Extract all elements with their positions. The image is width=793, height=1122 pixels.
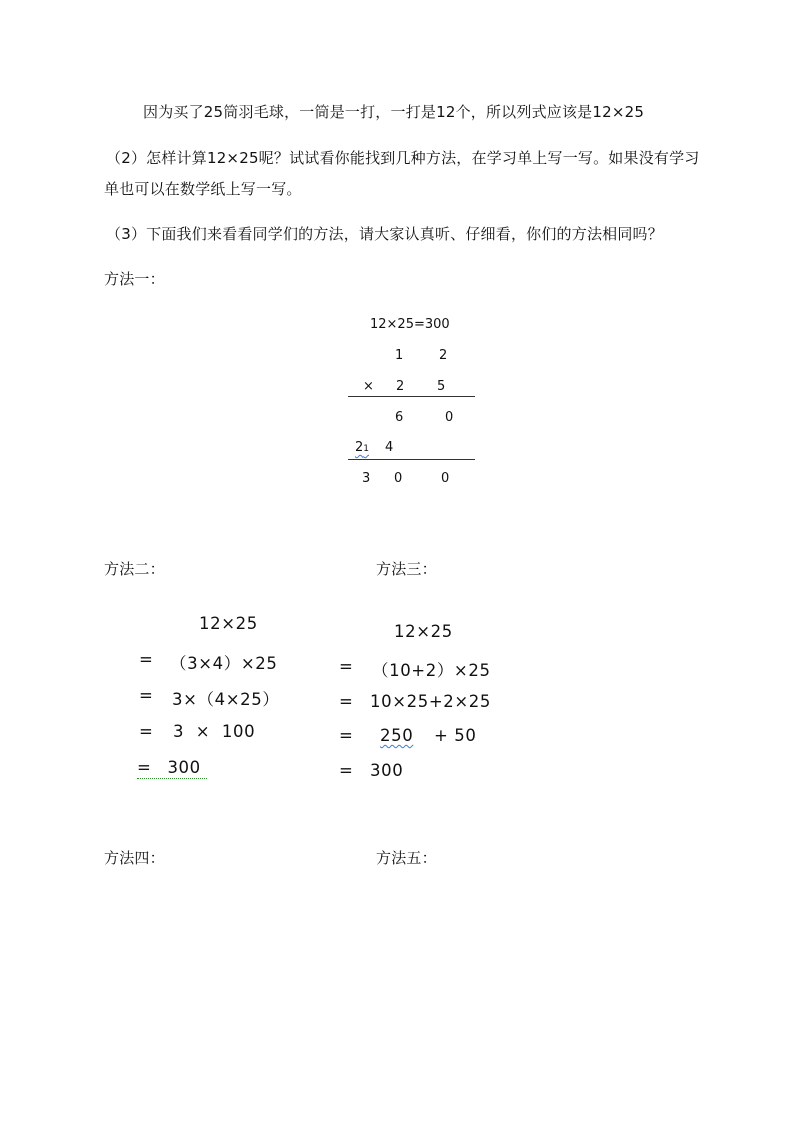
product-digit: 3 xyxy=(362,471,371,486)
method-3-step-3-b: + 50 xyxy=(434,726,477,745)
method-2-start: 12×25 xyxy=(199,614,258,633)
equals-sign: = xyxy=(139,686,154,705)
method-1-equation: 12×25=300 xyxy=(370,317,450,332)
rule-line xyxy=(348,459,475,460)
method-3-result: 300 xyxy=(370,761,404,780)
method-2-step-3: 3 × 100 xyxy=(173,722,256,741)
method-3-title: 方法三： xyxy=(376,560,437,578)
multiplier-digit: 2 xyxy=(396,379,405,394)
equals-sign: = xyxy=(339,726,354,745)
times-sign: × xyxy=(363,379,374,394)
multiplier-digit: 5 xyxy=(437,379,446,394)
paragraph-question-3: （3）下面我们来看看同学们的方法，请大家认真听、仔细看，你们的方法相同吗？ xyxy=(106,225,663,243)
rule-line xyxy=(348,396,475,397)
partial-product-digit: 4 xyxy=(385,440,394,455)
partial-product-digit: 0 xyxy=(445,410,454,425)
method-3-step-2: 10×25+2×25 xyxy=(370,692,491,711)
method-2-step-2: 3×（4×25） xyxy=(172,690,280,709)
paragraph-intro: 因为买了25筒羽毛球，一筒是一打，一打是12个，所以列式应该是12×25 xyxy=(143,103,645,121)
method-2-result: 300 xyxy=(167,758,201,777)
equals-sign: = xyxy=(339,692,354,711)
method-3-step-1: （10+2）×25 xyxy=(372,661,491,680)
method-3-step-3-a: 250 xyxy=(380,726,414,745)
equals-sign: = xyxy=(139,650,154,669)
product-digit: 0 xyxy=(394,471,403,486)
partial-product-tens xyxy=(355,440,369,455)
product-digit: 0 xyxy=(441,471,450,486)
method-2-step-1: （3×4）×25 xyxy=(170,654,278,673)
method-2-step-4 xyxy=(137,758,207,779)
paragraph-question-2-line1: （2）怎样计算12×25呢？试试看你能找到几种方法，在学习单上写一写。如果没有学习 xyxy=(106,149,700,167)
partial-product-digit: 2 xyxy=(355,440,364,455)
equals-sign: = xyxy=(339,657,354,676)
partial-product-digit: 6 xyxy=(395,410,404,425)
multiplicand-digit: 2 xyxy=(439,348,448,363)
multiplicand-digit: 1 xyxy=(395,348,404,363)
method-1-title: 方法一： xyxy=(104,270,165,288)
equals-sign: = xyxy=(137,758,152,777)
carry-digit: 1 xyxy=(363,444,370,454)
paragraph-question-2-line2: 单也可以在数学纸上写一写。 xyxy=(104,180,302,198)
method-5-title: 方法五： xyxy=(376,849,437,867)
equals-sign: = xyxy=(139,722,154,741)
method-3-start: 12×25 xyxy=(394,622,453,641)
equals-sign: = xyxy=(339,761,354,780)
method-4-title: 方法四： xyxy=(104,849,165,867)
method-2-title: 方法二： xyxy=(104,560,165,578)
